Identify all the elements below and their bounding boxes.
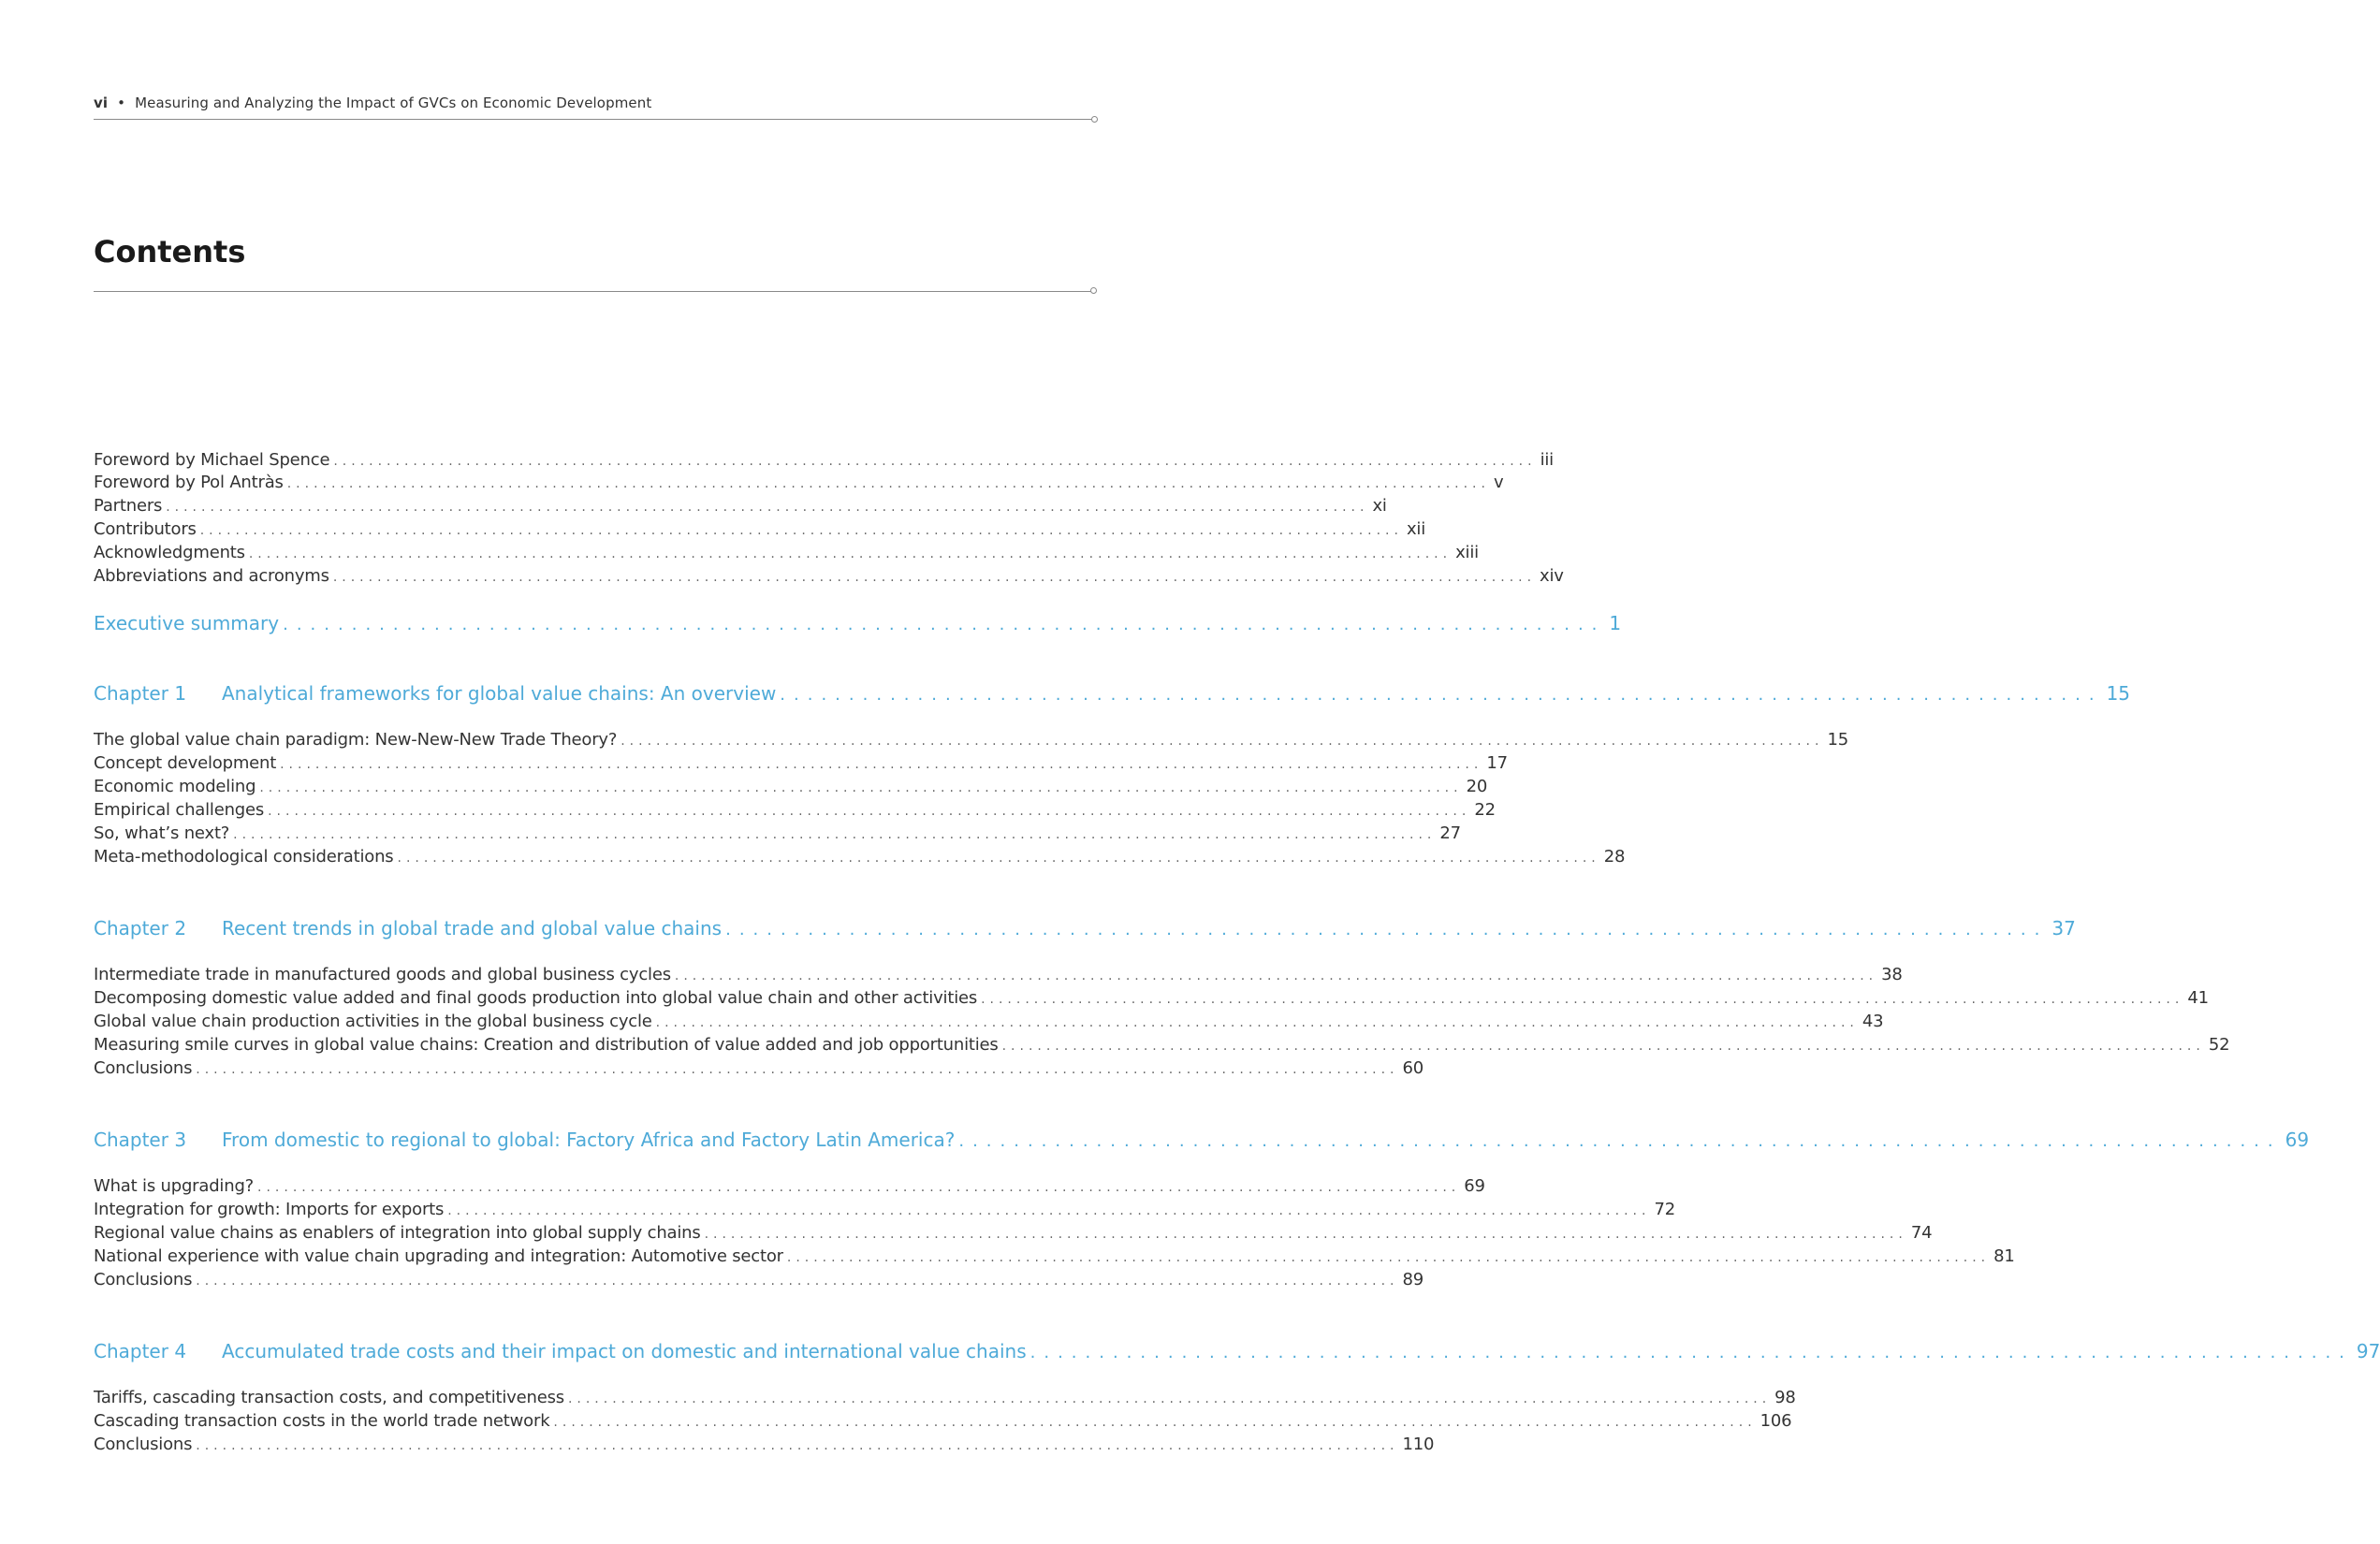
toc-entry-page: 69	[2285, 1129, 2310, 1151]
toc-entry-page: v	[1493, 473, 1504, 492]
chapter-title: From domestic to regional to global: Factory Africa and Factory Latin America?	[222, 1129, 956, 1151]
toc-entry-page: 69	[1464, 1176, 1485, 1196]
dot-leader: ........................................................................................................................................	[655, 1015, 1859, 1030]
toc-entry-page: 15	[1827, 730, 1848, 750]
chapter-number: Chapter 2	[94, 917, 187, 940]
toc-entry-page: 74	[1910, 1223, 1933, 1243]
toc-entry-label: Decomposing domestic value added and final goods production into global value chain and other activities	[94, 988, 978, 1008]
toc-entry-page: xi	[1372, 496, 1387, 516]
toc-entry-label: So, what’s next?	[94, 823, 230, 843]
dot-leader: ........................................................................................................................................	[1001, 1039, 2205, 1054]
header-bullet: •	[117, 95, 126, 111]
toc-entry-page: 97	[2356, 1340, 2380, 1362]
toc-entry-label: Intermediate trade in manufactured goods and global business cycles	[94, 965, 671, 984]
dot-leader: ........................................................................................................................................	[447, 1203, 1651, 1218]
dot-leader: ........................................................................................................................................	[268, 804, 1471, 819]
toc-entry-page: 20	[1466, 777, 1488, 796]
toc-entry-page: 41	[2187, 988, 2209, 1008]
toc-entry[interactable]	[94, 1270, 1424, 1289]
toc-entry-page: xiii	[1455, 543, 1479, 562]
toc-entry-label: Partners	[94, 496, 163, 516]
toc-entry-page: 106	[1759, 1411, 1792, 1431]
toc-entry-label: Cascading transaction costs in the world trade network	[94, 1411, 550, 1431]
toc-entry-page: xiv	[1540, 566, 1564, 586]
toc-entry-foreword-spence[interactable]	[94, 450, 1554, 470]
dot-leader: ........................................................................................................................................	[248, 546, 1453, 561]
dot-leader: ................................................................................................	[958, 1131, 2282, 1151]
dot-leader: ........................................................................................................................................	[567, 1391, 1772, 1406]
dot-leader: ........................................................................................................................................	[397, 851, 1600, 866]
toc-entry-contributors[interactable]	[94, 519, 1426, 539]
toc-entry[interactable]	[94, 753, 1508, 773]
dot-leader: ........................................................................................................................................	[259, 780, 1463, 795]
chapter-number: Chapter 4	[94, 1340, 187, 1362]
toc-entry[interactable]	[94, 1246, 2015, 1266]
toc-chapter-1[interactable]	[94, 682, 2131, 705]
toc-entry-page: 38	[1881, 965, 1903, 984]
toc-entry-page: 22	[1474, 800, 1496, 820]
toc-entry-foreword-antras[interactable]	[94, 473, 1504, 492]
toc-chapter-4[interactable]	[94, 1340, 2380, 1362]
chapter-number: Chapter 3	[94, 1129, 187, 1151]
dot-leader: ........................................................................................................................................	[166, 500, 1369, 515]
toc-entry[interactable]	[94, 1435, 1435, 1454]
toc-entry-label: Conclusions	[94, 1058, 193, 1078]
dot-leader: ........................................................................................................................................	[621, 734, 1824, 749]
toc-entry-label: Foreword by Michael Spence	[94, 450, 330, 470]
toc-entry-label: Acknowledgments	[94, 543, 245, 562]
toc-entry-label: Regional value chains as enablers of integration into global supply chains	[94, 1223, 701, 1243]
toc-entry-page: 110	[1402, 1435, 1435, 1454]
toc-entry-page: 98	[1774, 1388, 1796, 1407]
toc-entry[interactable]	[94, 800, 1496, 820]
toc-entry-label: Executive summary	[94, 612, 280, 634]
dot-leader: ........................................................................................................................................	[196, 1062, 1399, 1077]
toc-entry-page: 52	[2208, 1035, 2230, 1055]
dot-leader: ........................................................................................................................................	[704, 1227, 1907, 1242]
chapter-title: Accumulated trade costs and their impact on domestic and international value chains	[222, 1340, 1027, 1362]
chapter-title: Recent trends in global trade and global value chains	[222, 917, 723, 940]
dot-leader: ........................................................................................................................................	[199, 523, 1403, 538]
toc-entry-label: National experience with value chain upgrading and integration: Automotive sector	[94, 1246, 783, 1266]
title-rule-end-dot	[1090, 287, 1097, 294]
running-header	[94, 95, 1096, 111]
toc-entry[interactable]	[94, 777, 1488, 796]
toc-entry-page: xii	[1406, 519, 1426, 539]
toc-entry-label: Conclusions	[94, 1435, 193, 1454]
dot-leader: ................................................................................................	[1029, 1343, 2353, 1362]
toc-entry[interactable]	[94, 965, 1903, 984]
toc-entry-label: Empirical challenges	[94, 800, 265, 820]
toc-entry-label: Foreword by Pol Antràs	[94, 473, 284, 492]
header-page-number: vi	[94, 95, 109, 111]
toc-entry-page: 37	[2051, 917, 2076, 940]
header-rule-end-dot	[1091, 116, 1098, 123]
toc-entry-page: 89	[1402, 1270, 1424, 1289]
toc-entry-label: Abbreviations and acronyms	[94, 566, 329, 586]
toc-entry-page: 28	[1603, 847, 1626, 867]
dot-leader: ................................................................................................	[725, 920, 2049, 940]
toc-entry[interactable]	[94, 1411, 1792, 1431]
toc-entry[interactable]	[94, 1388, 1796, 1407]
toc-entry-label: What is upgrading?	[94, 1176, 255, 1196]
header-book-title: Measuring and Analyzing the Impact of GVCs on Economic Development	[135, 95, 652, 111]
dot-leader: ........................................................................................................................................	[233, 827, 1437, 842]
toc-entry-label: Meta-methodological considerations	[94, 847, 394, 867]
toc-chapter-3[interactable]	[94, 1129, 2310, 1151]
toc-entry-page: 60	[1402, 1058, 1424, 1078]
toc-entry-label: The global value chain paradigm: New-New-New Trade Theory?	[94, 730, 618, 750]
dot-leader: ........................................................................................................................................	[196, 1438, 1399, 1453]
dot-leader: ........................................................................................................................................	[981, 992, 2184, 1007]
toc-entry[interactable]	[94, 1176, 1485, 1196]
toc-entry[interactable]	[94, 823, 1461, 843]
toc-entry-label: Economic modeling	[94, 777, 256, 796]
dot-leader: ........................................................................................................................................	[257, 1180, 1461, 1195]
toc-entry-page: 27	[1439, 823, 1461, 843]
toc-entry-page: 1	[1609, 612, 1622, 634]
toc-entry[interactable]	[94, 730, 1848, 750]
toc-entry[interactable]	[94, 1223, 1933, 1243]
header-rule	[94, 119, 1092, 120]
toc-entry-abbreviations[interactable]	[94, 566, 1564, 586]
dot-leader: ........................................................................................................................................	[286, 476, 1490, 491]
toc-entry-label: Global value chain production activities in the global business cycle	[94, 1012, 652, 1031]
page-title: Contents	[94, 234, 246, 269]
dot-leader: ................................................................................................	[283, 615, 1606, 634]
dot-leader: ........................................................................................................................................	[280, 757, 1483, 772]
chapter-number: Chapter 1	[94, 682, 187, 705]
dot-leader: ........................................................................................................................................	[333, 454, 1537, 469]
toc-entry-label: Measuring smile curves in global value chains: Creation and distribution of value added and job opportunities	[94, 1035, 999, 1055]
chapter-title: Analytical frameworks for global value chains: An overview	[222, 682, 777, 705]
toc-entry[interactable]	[94, 1200, 1675, 1219]
toc-entry[interactable]	[94, 1035, 2230, 1055]
dot-leader: ........................................................................................................................................	[332, 570, 1537, 585]
toc-entry[interactable]	[94, 988, 2209, 1008]
toc-entry-executive-summary[interactable]	[94, 612, 1622, 634]
toc-entry[interactable]	[94, 847, 1626, 867]
toc-entry-partners[interactable]	[94, 496, 1387, 516]
dot-leader: ........................................................................................................................................	[674, 969, 1878, 983]
toc-entry-label: Conclusions	[94, 1270, 193, 1289]
dot-leader: ................................................................................................	[780, 685, 2103, 705]
toc-entry-label: Tariffs, cascading transaction costs, and competitiveness	[94, 1388, 564, 1407]
toc-entry-page: 15	[2106, 682, 2131, 705]
toc-entry[interactable]	[94, 1012, 1884, 1031]
title-rule	[94, 291, 1092, 292]
toc-entry-page: 17	[1486, 753, 1508, 773]
toc-entry-page: 72	[1654, 1200, 1675, 1219]
toc-entry-page: 81	[1993, 1246, 2015, 1266]
dot-leader: ........................................................................................................................................	[553, 1415, 1757, 1430]
dot-leader: ........................................................................................................................................	[196, 1274, 1399, 1289]
toc-chapter-2[interactable]	[94, 917, 2076, 940]
toc-entry-page: iii	[1540, 450, 1554, 470]
toc-entry-acknowledgments[interactable]	[94, 543, 1479, 562]
toc-entry-label: Integration for growth: Imports for exports	[94, 1200, 445, 1219]
toc-entry-label: Contributors	[94, 519, 197, 539]
toc-entry-label: Concept development	[94, 753, 277, 773]
dot-leader: ........................................................................................................................................	[786, 1250, 1991, 1265]
toc-entry[interactable]	[94, 1058, 1424, 1078]
toc-entry-page: 43	[1862, 1012, 1884, 1031]
